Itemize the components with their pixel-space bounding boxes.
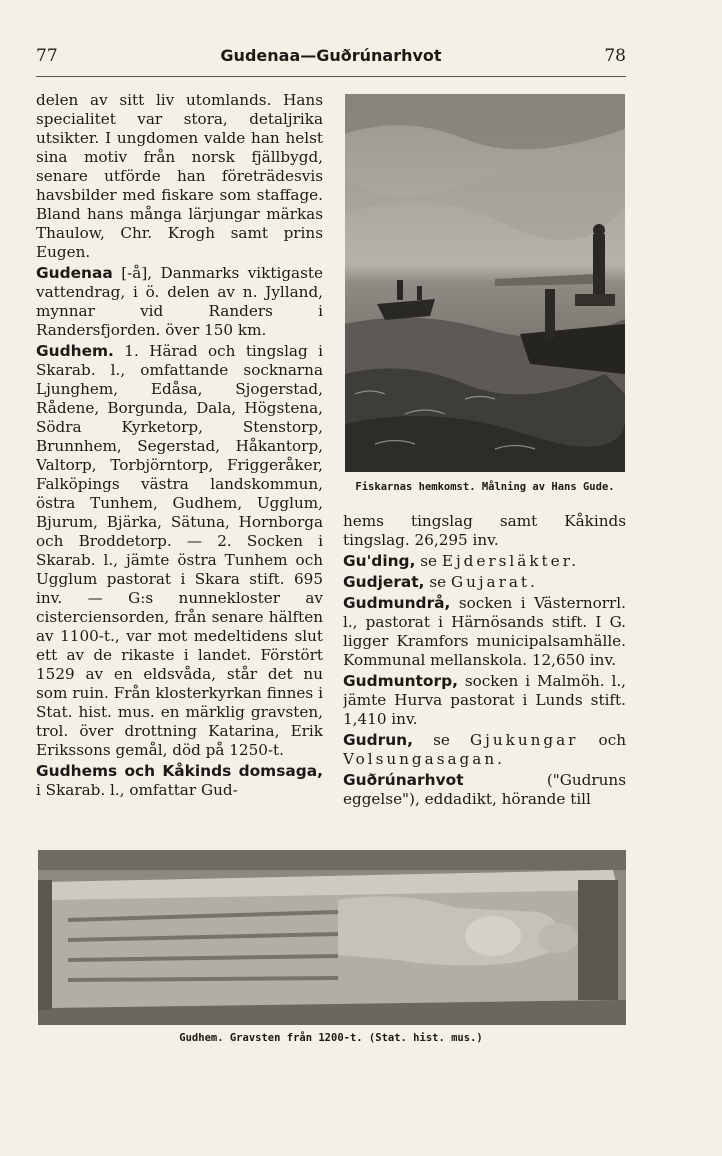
- entry-gudjerat: [343, 573, 626, 592]
- headword: Gu'ding,: [343, 552, 416, 570]
- painting-illustration: [345, 94, 625, 472]
- headword: Gudmuntorp,: [343, 672, 458, 690]
- cross-reference: Gjukungar: [470, 731, 579, 749]
- entry-gudenaa: [36, 264, 323, 340]
- entry-text: och: [578, 731, 626, 749]
- headword: Gudenaa: [36, 264, 113, 282]
- entry-gudhem: [36, 342, 323, 760]
- gravestone-illustration: [38, 850, 626, 1025]
- headword: Gudrun,: [343, 731, 413, 749]
- cross-reference: Gujarat.: [450, 573, 538, 591]
- entry-text: ("Gudruns eggelse"), eddadikt, hörande till: [343, 771, 626, 808]
- entry-text: socken i Malmöh. l., jämte Hurva pastorat i Lunds stift. 1,410 inv.: [343, 672, 626, 728]
- gravestone-image: [38, 850, 626, 1025]
- right-column: [343, 512, 626, 842]
- header-rule: [36, 76, 626, 77]
- header-title: Gudenaa—Guðrúnarhvot: [220, 46, 442, 65]
- entry-text: i Skarab. l., omfattar Gud-: [36, 781, 238, 799]
- painting-caption: Fiskarnas hemkomst. Målning av Hans Gude.: [355, 481, 615, 493]
- headword: Gudmundrå,: [343, 594, 451, 612]
- entry-gudrunarhvot: [343, 771, 626, 809]
- entry-gudrun: [343, 731, 626, 769]
- paragraph-continued: delen av sitt liv utomlands. Hans specialitet var stora, detaljrika utsikter. I ungdomen valde han helst sina motiv från norsk fjällbygd, senare utförde han företrädesvis havsbilder med fiskare som staffage. Bland hans många lärjungar märkas Thaulow, Chr. Krogh samt prins Eugen.: [36, 91, 323, 261]
- entry-text: [-å], Danmarks viktigaste vattendrag, i ö. delen av n. Jylland, mynnar vid Randers i Randersfjorden. över 150 km.: [36, 264, 323, 339]
- headword: Guðrúnarhvot: [343, 771, 464, 789]
- left-column: [36, 91, 323, 820]
- gravestone-caption: Gudhem. Gravsten från 1200-t. (Stat. hist. mus.): [179, 1032, 483, 1044]
- entry-text: se: [412, 731, 470, 749]
- page-number-right: 78: [604, 46, 626, 66]
- painting-image: [345, 94, 625, 472]
- entry-text: se: [415, 552, 442, 570]
- entry-gudhems-domsaga: [36, 762, 323, 800]
- entry-text: 1. Härad och tingslag i Skarab. l., omfattande socknarna Ljunghem, Edåsa, Sjogerstad, Rådene, Borgunda, Dala, Högstena, Södra Kyrketorp, Stenstorp, Brunnhem, Segerstad, Håkantorp, Valtorp, Torbjörntorp, Friggeråker, Falköpings västra landskommun, östra Tunhem, Gudhem, Ugglum, Bjurum, Bjärka, Sätuna, Hornborga och Broddetorp. — 2. Socken i Skarab. l., jämte östra Tunhem och Ugglum pastorat i Skara stift. 695 inv. — G:s nunnekloster av cisterciensorden, från senare hälften av 1100-t., var mot medeltidens slut ett av de rikaste i landet. Förstört 1529 av en eldsvåda, står det nu som ruin. Från klosterkyrkan finnes i Stat. hist. mus. en märklig gravsten, trol. över drottning Katarina, Erik Erikssons gemål, död på 1250-t.: [36, 342, 323, 759]
- cross-reference: Ejdersläkter.: [441, 552, 580, 570]
- headword: Gudhems och Kåkinds domsaga,: [36, 762, 323, 780]
- cross-reference: Volsungasagan.: [343, 750, 505, 768]
- page-number-left: 77: [36, 46, 58, 66]
- headword: Gudhem.: [36, 342, 114, 360]
- entry-text: se: [424, 573, 451, 591]
- running-header: [36, 46, 626, 70]
- entry-guding: [343, 552, 626, 571]
- entry-gudmundra: [343, 594, 626, 670]
- headword: Gudjerat,: [343, 573, 425, 591]
- paragraph-continued: hems tingslag samt Kåkinds tingslag. 26,295 inv.: [343, 512, 626, 549]
- entry-text: socken i Västernorrl. l., pastorat i Härnösands stift. I G. ligger Kramfors municipalsamhälle. Kommunal mellanskola. 12,650 inv.: [343, 594, 626, 669]
- entry-gudmuntorp: [343, 672, 626, 729]
